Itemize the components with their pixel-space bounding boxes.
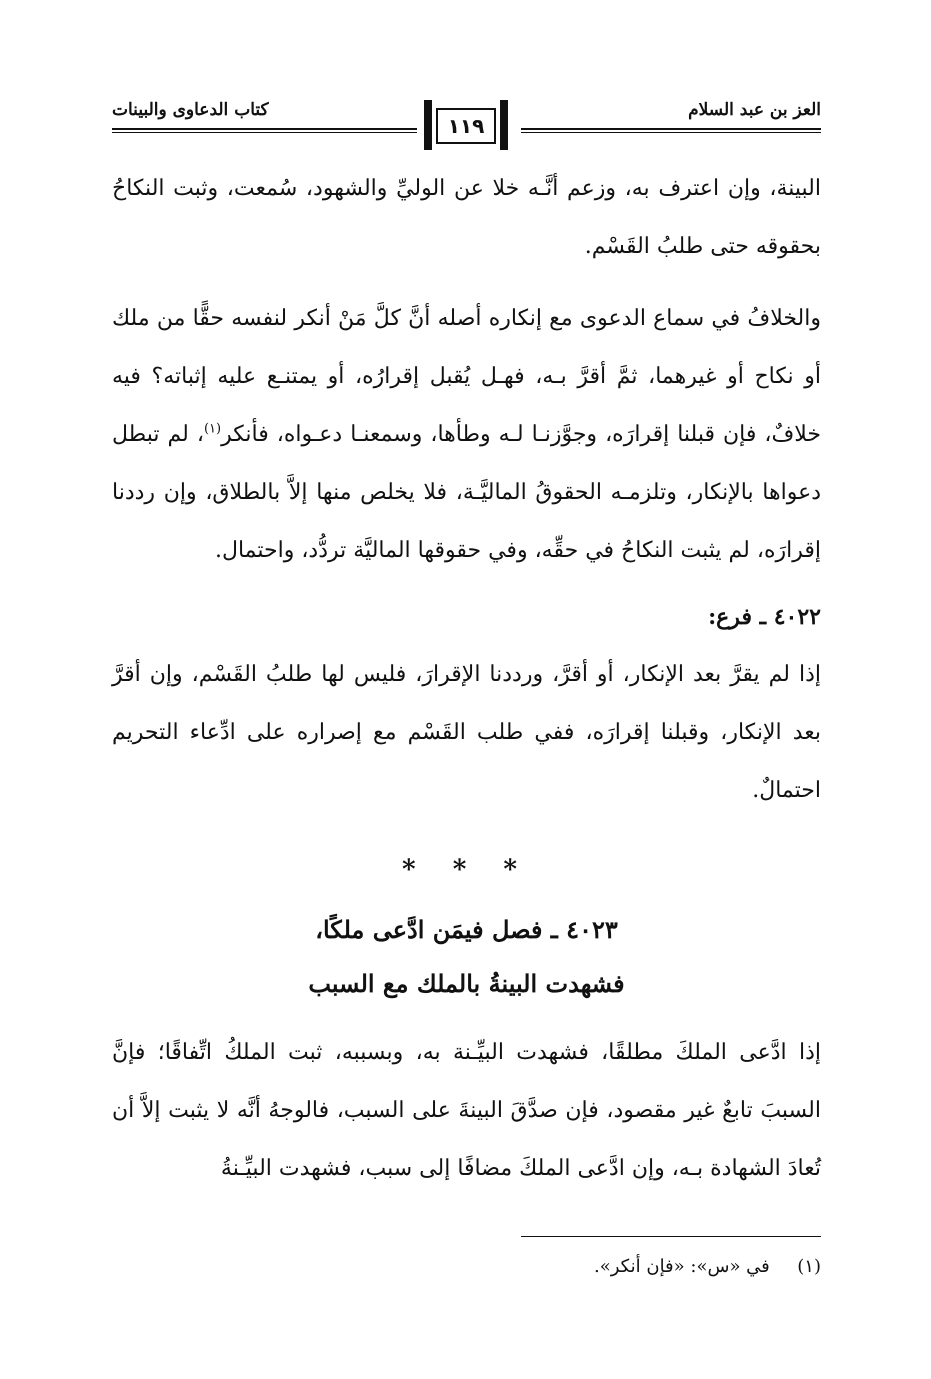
section-separator: * * * (402, 855, 531, 885)
paragraph-4: إذا ادَّعى الملكَ مطلقًا، فشهدت البيِّـنة به، وبسببه، ثبت الملكُ اتِّفاقًا؛ فإنَّ السببَ تابعٌ غير مقصود، فإن صدَّقَ البينةَ على السبب، فالوجهُ أنَّه لا يثبت إلاَّ أن تُعادَ الشهادة بـه، وإن ادَّعى الملكَ مضافًا إلى سبب، فشهدت البيِّـنةُ (112, 1040, 821, 1181)
main-text (112, 160, 821, 1198)
paragraph-2-part-a: والخلافُ في سماع الدعوى مع إنكاره أصله أنَّ كلَّ مَنْ أنكر لنفسه حقًّا من ملك أو نكاح أو غيرهما، ثمَّ أقرَّ بـه، فهـل يُقبل إقرارُه، أو يمتنـع عليه إثباته؟ فيه خلافٌ، فإن قبلنا إقرارَه، وجوَّزنـا لـه وطأها، وسمعنـا دعـواه، فأنكر (112, 306, 822, 447)
paragraph-2-part-b: ، لم تبطل دعواها بالإنكار، وتلزمـه الحقوقُ الماليَّـة، فلا يخلص منها إلاَّ بالطلاق، وإن رددنا إقرارَه، لم يثبت النكاحُ في حقِّه، وفي حقوقها الماليَّة تردُّد، واحتمال. (112, 422, 821, 563)
page-number: ١١٩ (447, 114, 485, 138)
footnote-text: في «س»: «فإن أنكر». (594, 1256, 770, 1277)
header-rule-left-thin (112, 132, 417, 133)
paragraph-3: إذا لم يقرَّ بعد الإنكار، أو أقرَّ، ورددنا الإقرارَ، فليس لها طلبُ القَسْم، وإن أقرَّ بعد الإنكار، وقبلنا إقرارَه، ففي طلب القَسْم مع إصراره على ادِّعاء التحريم احتمالٌ. (112, 662, 821, 803)
header-rule-left (112, 128, 417, 130)
paragraph-2 (112, 290, 821, 580)
header-rule-right-thin (521, 132, 821, 133)
paragraph-1: البينة، وإن اعترف به، وزعم أنَّـه خلا عن الوليِّ والشهود، سُمعت، وثبت النكاحُ بحقوقه حتى طلبُ القَسْم. (112, 176, 821, 259)
footnote (594, 1256, 821, 1277)
footnote-separator (521, 1236, 821, 1237)
branch-heading: ٤٠٢٢ ـ فرع: (708, 604, 821, 630)
header-rule-right (521, 128, 821, 130)
running-header-book-title: كتاب الدعاوى والبينات (112, 100, 269, 120)
section-title-line-1: ٤٠٢٣ ـ فصل فيمَن ادَّعى ملكًا، (315, 915, 618, 944)
footnote-marker: (١) (797, 1256, 821, 1277)
page-number-frame (424, 100, 508, 150)
running-header-author: العز بن عبد السلام (688, 100, 821, 120)
section-title-line-2: فشهدت البينةُ بالملك مع السبب (308, 969, 625, 998)
footnote-reference: (١) (203, 421, 222, 437)
